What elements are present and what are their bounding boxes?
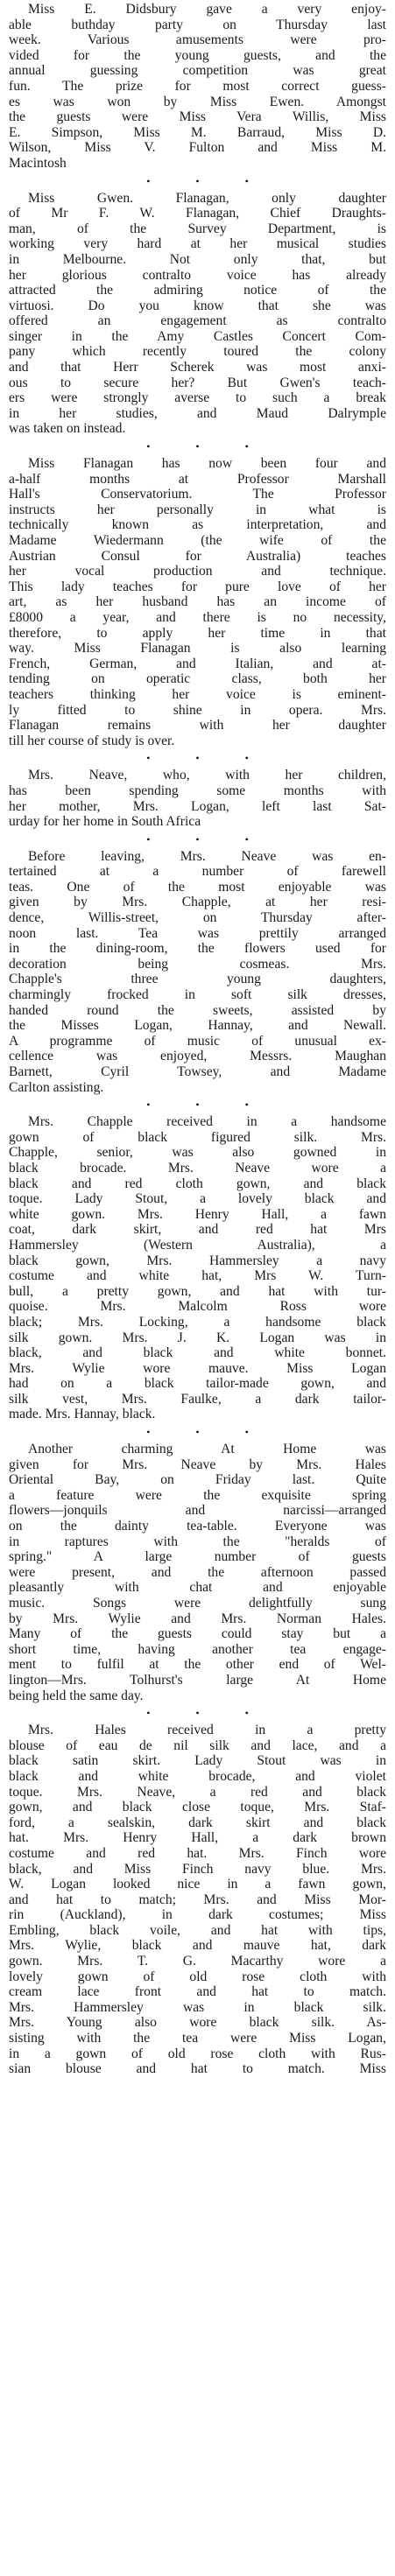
text-line: has been spending some months with: [9, 783, 386, 798]
news-column: [9, 0, 386, 2077]
text-line: a-half months at Professor Marshall: [9, 471, 386, 487]
text-line: Mrs. Wylie, black and mauve hat, dark: [9, 1938, 386, 1954]
text-line: in a gown of old rose cloth with Rus-: [9, 2046, 386, 2061]
text-line: made. Mrs. Hannay, black.: [9, 1407, 156, 1422]
section-separator: [9, 1422, 386, 1442]
text-line: Flanagan remains with her daughter: [9, 718, 386, 733]
text-line: in her studies, and Maud Dalrymple: [9, 405, 386, 421]
text-line: a feature were the exquisite spring: [9, 1487, 386, 1503]
separator-bullet: •: [195, 1426, 245, 1439]
text-line: instructs her personally in what is: [9, 502, 386, 517]
text-line: able buthday party on Thursday last: [9, 17, 386, 32]
text-line: cellence was enjoyed, Messrs. Maughan: [9, 1049, 386, 1064]
text-line: noon last. Tea was prettily arranged: [9, 925, 386, 941]
text-line: given by Mrs. Chapple, at her resi-: [9, 895, 386, 910]
separator-bullet: •: [146, 174, 196, 187]
article-at-home-hales: [9, 1442, 386, 1703]
text-line: Mrs. Hammersley was in black silk.: [9, 1999, 386, 2015]
text-line: her vocal production and technique.: [9, 564, 386, 579]
section-separator: [9, 1095, 386, 1114]
text-line: art, as her husband has an income of: [9, 594, 386, 610]
text-line: dence, Willis-street, on Thursday after-: [9, 910, 386, 926]
text-line: Austrian Consul for Australia) teaches: [9, 548, 386, 564]
text-line: fun. The prize for most correct guess-: [9, 78, 386, 94]
text-line: Madame Wiedermann (the wife of the: [9, 533, 386, 548]
text-line: lovely gown of old rose cloth with: [9, 1969, 386, 1984]
text-line: quoise. Mrs. Malcolm Ross wore: [9, 1299, 386, 1315]
text-line: black brocade. Mrs. Neave wore a: [9, 1160, 386, 1176]
text-line: flowers—jonquils and narcissi—arranged: [9, 1503, 386, 1519]
text-line: silk gown. Mrs. J. K. Logan was in: [9, 1330, 386, 1345]
text-line: bull, a pretty gown, and hat with tur-: [9, 1283, 386, 1299]
article-mrs-neave: [9, 768, 386, 829]
text-line: her mother, Mrs. Logan, left last Sat-: [9, 798, 386, 814]
text-line: £8000 a year, and there is no necessity,: [9, 609, 386, 625]
text-line: teas. One of the most enjoyable was: [9, 879, 386, 895]
text-line: costume and red hat. Mrs. Finch wore: [9, 1845, 386, 1861]
text-line: black satin skirt. Lady Stout was in: [9, 1753, 386, 1769]
separator-bullet: •: [244, 832, 294, 846]
separator-bullet: •: [195, 440, 245, 453]
text-line: technically known as interpretation, and: [9, 517, 386, 533]
text-line: silk vest, Mrs. Faulke, a dark tailor-: [9, 1391, 386, 1407]
section-separator: [9, 1703, 386, 1723]
text-line: handed round the sweets, assisted by: [9, 1002, 386, 1018]
text-line: given for Mrs. Neave by Mrs. Hales: [9, 1456, 386, 1472]
text-line: tertained at a number of farewell: [9, 864, 386, 880]
text-line: toque. Lady Stout, a lovely black and: [9, 1191, 386, 1207]
text-line: annual guessing competition was great: [9, 63, 386, 79]
text-line: black, and Miss Finch navy blue. Mrs.: [9, 1861, 386, 1877]
text-line: working very hard at her musical studies: [9, 236, 386, 252]
separator-bullet: •: [146, 832, 196, 846]
text-line: singer in the Amy Castles Concert Com-: [9, 328, 386, 344]
text-line: offered an engagement as contralto: [9, 313, 386, 329]
text-line: gown. Mrs. T. G. Macarthy wore a: [9, 1954, 386, 1969]
text-line: the guests were Miss Vera Willis, Miss: [9, 109, 386, 125]
text-line: decoration being cosmeas. Mrs.: [9, 956, 386, 972]
text-line: in Melbourne. Not only that, but: [9, 251, 386, 267]
text-line: Carlton assisting.: [9, 1079, 104, 1095]
section-separator: [9, 437, 386, 456]
text-line: Mrs. Wylie wore mauve. Miss Logan: [9, 1360, 386, 1376]
text-line: Miss Flanagan has now been four and: [28, 456, 386, 472]
separator-bullet: •: [244, 752, 294, 765]
text-line: Mrs. Chapple received in a handsome: [28, 1114, 386, 1130]
text-line: ly fitted to shine in opera. Mrs.: [9, 702, 386, 718]
text-line: man, of the Survey Department, is: [9, 221, 386, 236]
text-line: E. Simpson, Miss M. Barraud, Miss D.: [9, 124, 386, 140]
section-separator: [9, 172, 386, 191]
text-line: French, German, and Italian, and at-: [9, 656, 386, 671]
separator-bullet: •: [195, 1707, 245, 1720]
text-line: of Mr F. W. Flanagan, Chief Draughts-: [9, 206, 386, 221]
text-line: had on a black tailor-made gown, and: [9, 1376, 386, 1392]
text-line: black gown, Mrs. Hammersley a navy: [9, 1253, 386, 1268]
text-line: sisting with the tea were Miss Logan,: [9, 2031, 386, 2046]
text-line: ers were strongly averse to such a break: [9, 390, 386, 406]
text-line: virtuosi. Do you know that she was: [9, 298, 386, 313]
separator-bullet: •: [146, 752, 196, 765]
text-line: A programme of music of unusual ex-: [9, 1033, 386, 1049]
text-line: urday for her home in South Africa: [9, 814, 201, 830]
text-line: coat, dark skirt, and red hat Mrs: [9, 1222, 386, 1238]
separator-bullet: •: [244, 1707, 294, 1720]
separator-bullet: •: [195, 1098, 245, 1112]
separator-bullet: •: [146, 1707, 196, 1720]
text-line: Before leaving, Mrs. Neave was en-: [28, 848, 386, 864]
text-line: in raptures with the "heralds of: [9, 1534, 386, 1549]
text-line: costume and white hat, Mrs W. Turn-: [9, 1268, 386, 1284]
text-line: Hall's Conservatorium. The Professor: [9, 487, 386, 502]
separator-bullet: •: [146, 440, 196, 453]
text-line: sian blouse and hat to match. Miss: [9, 2061, 386, 2077]
text-line: black; Mrs. Locking, a handsome black: [9, 1314, 386, 1330]
text-line: white gown. Mrs. Henry Hall, a fawn: [9, 1206, 386, 1222]
text-line: gown, and black close toque, Mrs. Staf-: [9, 1800, 386, 1815]
separator-bullet: •: [195, 752, 245, 765]
text-line: pany which recently toured the colony: [9, 344, 386, 360]
text-line: pleasantly with chat and enjoyable: [9, 1580, 386, 1596]
separator-bullet: •: [244, 174, 294, 187]
text-line: ford, a sealskin, dark skirt and black: [9, 1814, 386, 1830]
text-line: Mrs. Hales received in a pretty: [28, 1723, 386, 1738]
text-line: Chapple, senior, was also gowned in: [9, 1145, 386, 1161]
text-line: music. Songs were delightfully sung: [9, 1596, 386, 1611]
text-line: and that Herr Scherek was most anxi-: [9, 360, 386, 376]
text-line: was taken on instead.: [9, 421, 126, 437]
text-line: toque. Mrs. Neave, a red and black: [9, 1784, 386, 1800]
article-didsbury-party: [9, 2, 386, 172]
text-line: till her course of study is over.: [9, 733, 175, 748]
text-line: ous to secure her? But Gwen's teach-: [9, 375, 386, 390]
section-separator: [9, 748, 386, 768]
text-line: short time, having another tea engage-: [9, 1641, 386, 1657]
text-line: rin (Auckland), in dark costumes; Miss: [9, 1907, 386, 1923]
text-line: being held the same day.: [9, 1688, 144, 1703]
text-line: week. Various amusements were pro-: [9, 32, 386, 48]
text-line: Macintosh: [9, 155, 67, 171]
text-line: black, and black and white bonnet.: [9, 1345, 386, 1361]
separator-bullet: •: [146, 1098, 196, 1112]
article-farewell-teas: [9, 849, 386, 1096]
text-line: the Misses Logan, Hannay, and Newall.: [9, 1018, 386, 1034]
text-line: were present, and the afternoon passed: [9, 1564, 386, 1580]
text-line: on the dainty tea-table. Everyone was: [9, 1519, 386, 1534]
text-line: cream lace front and hat to match.: [9, 1984, 386, 2000]
article-marshall-hall: [9, 456, 386, 748]
text-line: and hat to match; Mrs. and Miss Mor-: [9, 1892, 386, 1907]
text-line: Hammersley (Western Australia), a: [9, 1237, 386, 1253]
text-line: therefore, to apply her time in that: [9, 625, 386, 641]
text-line: lington—Mrs. Tolhurst's large At Home: [9, 1672, 386, 1688]
text-line: W. Logan looked nice in a fawn gown,: [9, 1877, 386, 1892]
text-line: hat. Mrs. Henry Hall, a dark brown: [9, 1830, 386, 1846]
article-hales-gowns: [9, 1723, 386, 2077]
text-line: attracted the admiring notice of the: [9, 283, 386, 298]
text-line: Mrs. Young also wore black silk. As-: [9, 2015, 386, 2031]
text-line: Miss E. Didsbury gave a very enjoy-: [28, 2, 386, 17]
separator-bullet: •: [195, 174, 245, 187]
article-gwen-flanagan: [9, 191, 386, 438]
text-line: Embling, black voile, and hat with tips,: [9, 1922, 386, 1938]
text-line: blouse of eau de nil silk and lace, and a: [9, 1737, 386, 1753]
article-chapple-gowns: [9, 1114, 386, 1422]
separator-bullet: •: [146, 1426, 196, 1439]
separator-bullet: •: [195, 832, 245, 846]
separator-bullet: •: [244, 1098, 294, 1112]
text-line: teachers thinking her voice is eminent-: [9, 686, 386, 702]
section-separator: [9, 830, 386, 849]
text-line: Wilson, Miss V. Fulton and Miss M.: [9, 140, 386, 156]
separator-bullet: •: [244, 440, 294, 453]
text-line: This lady teaches for pure love of her: [9, 579, 386, 594]
text-line: in the dining-room, the flowers used for: [9, 941, 386, 957]
text-line: gown of black figured silk. Mrs.: [9, 1129, 386, 1145]
text-line: Many of the guests could stay but a: [9, 1626, 386, 1642]
text-line: ment to fulfil at the other end of Wel-: [9, 1657, 386, 1673]
text-line: charmingly frocked in soft silk dresses,: [9, 987, 386, 1003]
text-line: way. Miss Flanagan is also learning: [9, 641, 386, 656]
text-line: Chapple's three young daughters,: [9, 972, 386, 987]
text-line: Oriental Bay, on Friday last. Quite: [9, 1472, 386, 1488]
text-line: her glorious contralto voice has already: [9, 267, 386, 283]
text-line: Mrs. Neave, who, with her children,: [28, 768, 386, 783]
text-line: black and white brocade, and violet: [9, 1768, 386, 1784]
text-line: Barnett, Cyril Towsey, and Madame: [9, 1064, 386, 1079]
text-line: black and red cloth gown, and black: [9, 1176, 386, 1191]
text-line: spring." A large number of guests: [9, 1549, 386, 1565]
text-line: Miss Gwen. Flanagan, only daughter: [28, 190, 386, 206]
text-line: tending on operatic class, both her: [9, 671, 386, 687]
separator-bullet: •: [244, 1426, 294, 1439]
text-line: vided for the young guests, and the: [9, 47, 386, 63]
text-line: by Mrs. Wylie and Mrs. Norman Hales.: [9, 1611, 386, 1626]
text-line: Another charming At Home was: [28, 1442, 386, 1457]
text-line: es was won by Miss Ewen. Amongst: [9, 94, 386, 109]
